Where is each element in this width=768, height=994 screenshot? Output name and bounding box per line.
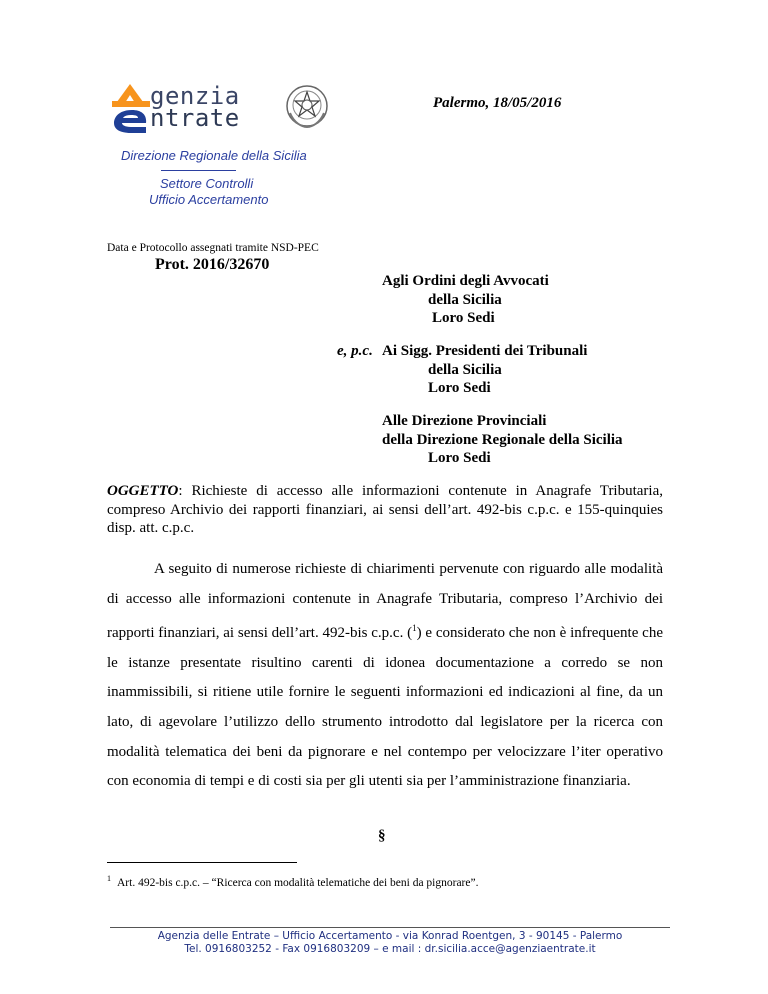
subject-text: : Richieste di accesso alle informazioni contenute in Anagrafe Tributaria, compreso Archivio dei rapporti finanziari, ai sensi dell’art. 492-bis c.p.c. e 155-quinquies disp. att. c.p.c. (107, 483, 663, 536)
recipient-line: Loro Sedi (428, 380, 491, 396)
recipient-line: Ai Sigg. Presidenti dei Tribunali (382, 343, 588, 359)
section-mark: § (378, 828, 386, 844)
logo-ae-mark-icon (110, 82, 154, 134)
footnote (107, 874, 478, 889)
body-text-part-2: ) e considerato che non è infrequente che le istanze presentate risultino carenti di idonea documentazione a corredo se non inammissibili, si ritiene utile fornire le seguenti informazioni ed indicazioni al fine, da un lato, di agevolare l’utilizzo dello strumento introdotto dal legislatore per la ricerca con modalità telematica dei beni da pignorare e nel contempo per velocizzare l’iter operativo con economia di tempi e di costi sia per gli utenti sia per l’amministrazione finanziaria. (107, 625, 663, 790)
footnote-reference: 1 (412, 623, 417, 634)
footnote-text: Art. 492-bis c.p.c. – “Ricerca con modalità telematiche dei beni da pignorare”. (117, 877, 479, 889)
footer-separator (110, 927, 670, 928)
header-separator (161, 170, 236, 171)
recipient-line: Alle Direzione Provinciali (382, 413, 547, 429)
footer-contacts: Tel. 0916803252 - Fax 0916803209 – e mail : dr.sicilia.acce@agenziaentrate.it (184, 943, 596, 955)
direzione-regionale: Direzione Regionale della Sicilia (121, 148, 307, 163)
protocol-number: Prot. 2016/32670 (155, 256, 270, 273)
settore-controlli: Settore Controlli (160, 176, 254, 191)
logo-word-bottom: ntrate (150, 104, 240, 132)
body-text-part-1: A seguito di numerose richieste di chiarimenti pervenute con riguardo alle modalità di accesso alle informazioni contenute in Anagrafe Tributaria, compreso l’Archivio dei rapporti finanziari, ai sensi dell’art. 492-bis c.p.c. ( (107, 561, 663, 642)
epc-label: e, p.c. (337, 343, 373, 359)
footer-address: Agenzia delle Entrate – Ufficio Accertamento - via Konrad Roentgen, 3 - 90145 - Palermo (157, 930, 623, 942)
recipient-group-3 (382, 412, 623, 468)
recipient-line: Loro Sedi (428, 450, 491, 466)
recipient-line: della Direzione Regionale della Sicilia (382, 431, 623, 448)
recipient-line: Agli Ordini degli Avvocati (382, 273, 549, 289)
agenzia-entrate-logo (110, 82, 290, 134)
recipient-group-1 (382, 272, 549, 328)
subject-paragraph (107, 482, 663, 538)
recipient-line: della Sicilia (428, 291, 502, 308)
body-paragraph (107, 555, 663, 797)
place-and-date: Palermo, 18/05/2016 (433, 95, 562, 111)
protocol-note: Data e Protocollo assegnati tramite NSD-PEC (107, 242, 319, 254)
italian-republic-emblem-icon (284, 83, 330, 129)
footnote-separator (107, 862, 297, 863)
recipient-line: della Sicilia (428, 361, 502, 378)
recipient-line: Loro Sedi (432, 310, 495, 326)
logo-word-top: genzia (150, 82, 240, 110)
recipient-group-2 (382, 342, 587, 398)
footnote-number: 1 (107, 874, 111, 883)
ufficio-accertamento: Ufficio Accertamento (149, 192, 269, 207)
subject-label: OGGETTO (107, 483, 179, 499)
